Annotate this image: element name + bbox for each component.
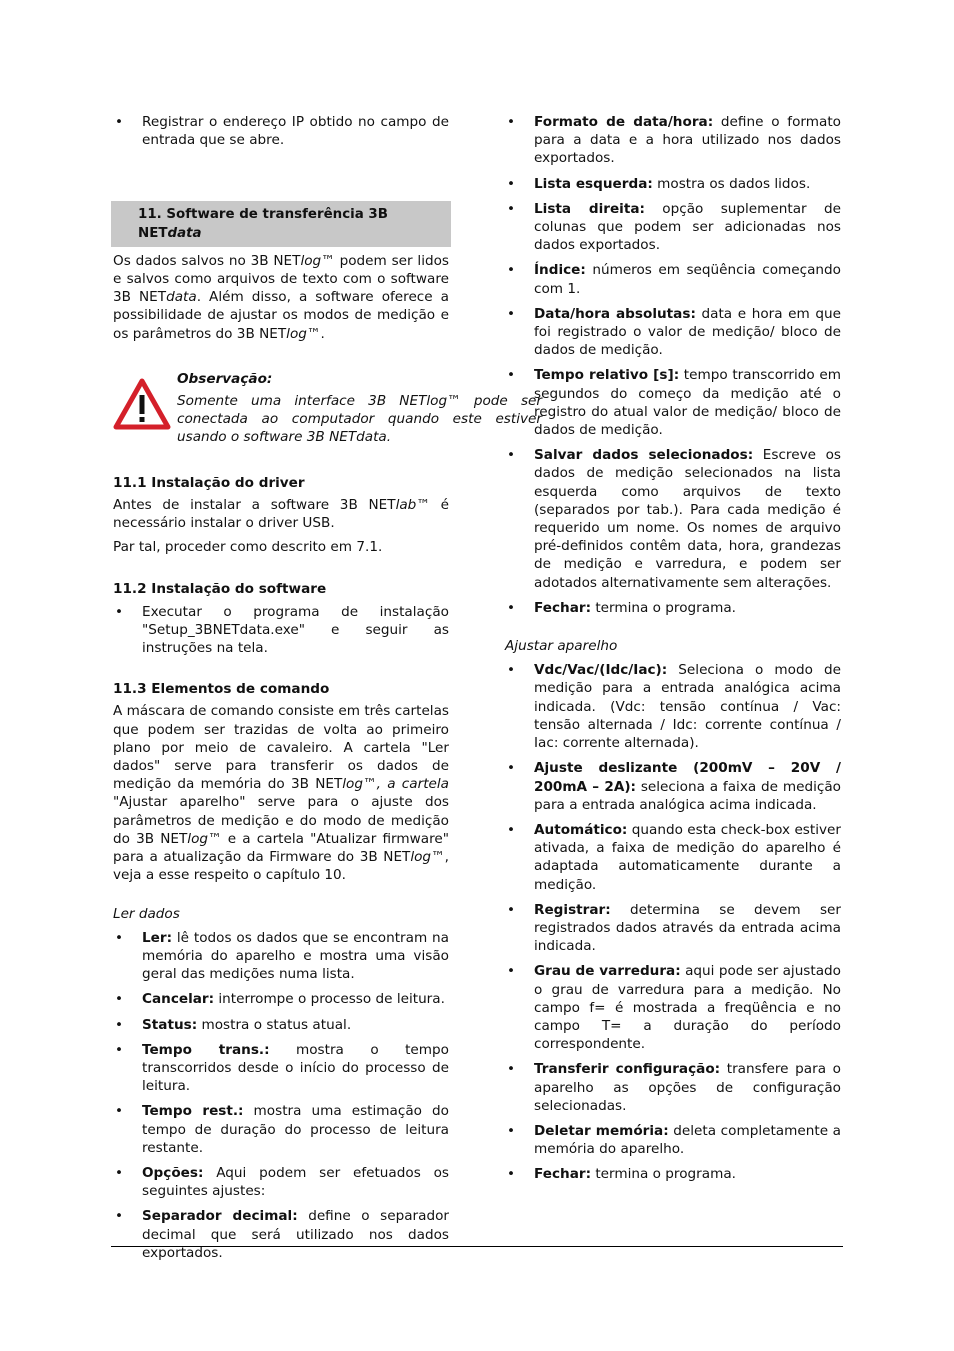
item-text: determina se devem ser registrados dados através da entrada acima indicada.: [534, 901, 841, 955]
list-item: [113, 1016, 449, 1034]
list-item: [505, 901, 841, 956]
section-heading: [111, 201, 451, 246]
item-label: Fechar:: [534, 1166, 592, 1183]
item-text: define o formato para a data e a hora utilizado nos dados exportados.: [534, 114, 841, 167]
list-item: [505, 1122, 841, 1158]
item-label: Tempo trans.:: [142, 1041, 270, 1058]
list-item: [113, 1041, 449, 1096]
item-label: Fechar:: [534, 599, 592, 616]
item-text: termina o programa.: [591, 1166, 736, 1183]
item-label: Lista esquerda:: [534, 175, 653, 192]
item-label: Vdc/Vac/(Idc/Iac):: [534, 662, 668, 679]
heading-11-2: 11.2 Instalação do software: [113, 581, 327, 598]
item-label: Salvar dados selecionados:: [534, 447, 754, 464]
item-text: mostra o tempo transcorridos desde o início do processo de leitura.: [142, 1041, 449, 1095]
item-label: Tempo rest.:: [142, 1103, 244, 1120]
right-column: [505, 113, 841, 1191]
item-label: Automático:: [534, 821, 628, 838]
list-item: [505, 261, 841, 297]
item-text: mostra uma estimação do tempo de duração do processo de leitura restante.: [142, 1103, 449, 1156]
list-item: [505, 599, 841, 617]
ler-dados-list: [113, 929, 449, 1262]
item-text: interrompe o processo de leitura.: [214, 991, 445, 1008]
paragraph: Par tal, proceder como descrito em 7.1.: [113, 539, 383, 556]
item-label: Status:: [142, 1016, 198, 1033]
item-label: Transferir configuração:: [534, 1061, 721, 1078]
item-label: Ajuste deslizante (200mV – 20V / 200mA – 2A):: [534, 760, 841, 795]
item-label: Separador decimal:: [142, 1208, 298, 1225]
item-label: Formato de data/hora:: [534, 114, 714, 130]
list-item: [113, 929, 449, 984]
intro-paragraph: Os dados salvos no 3B NETlog™ podem ser lidos e salvos como arquivos de texto com o software 3B NETdata. Além disso, a software oferece a possibilidade de ajustar os modos de medição e os parâmetros do 3B NETlog™.: [113, 252, 449, 342]
item-text: transfere para o aparelho as opções de configuração selecionadas.: [534, 1061, 841, 1114]
item-text: mostra os dados lidos.: [652, 175, 811, 192]
item-label: Lista direita:: [534, 200, 645, 217]
list-item: [505, 200, 841, 255]
list-item: [505, 175, 841, 193]
note-title: Observação:: [177, 370, 273, 387]
list-item: [505, 962, 841, 1053]
note-box: [113, 370, 542, 447]
list-item: [505, 113, 841, 168]
list-item: [505, 661, 841, 752]
footer-rule: [111, 1246, 843, 1247]
item-label: Índice:: [534, 262, 586, 279]
item-label: Tempo relativo [s]:: [534, 367, 680, 384]
paragraph: A máscara de comando consiste em três cartelas que podem ser trazidas de volta ao primeiro plano por meio de cavaleiro. A cartela "Ler dados" serve para transferir os dados de medição da memória do 3B NETlog™, a cartela "Ajustar aparelho" serve para o ajuste dos parâmetros de medição e do modo de medição do 3B NETlog™ e a cartela "Atualizar firmware" para a atualização da Firmware do 3B NETlog™, veja a esse respeito o capítulo 10.: [113, 703, 449, 884]
options-list: [505, 113, 841, 617]
list-item: • Registrar o endereço IP obtido no campo de entrada que se abre.: [113, 113, 449, 149]
item-label: Data/hora absolutas:: [534, 305, 696, 322]
subheading-ajustar-aparelho: Ajustar aparelho: [505, 638, 618, 655]
item-text: mostra o status atual.: [197, 1016, 352, 1033]
list-item: [113, 990, 449, 1008]
list-item: [505, 759, 841, 814]
list-item: [113, 1164, 449, 1200]
warning-triangle-icon: [113, 378, 171, 430]
subheading-ler-dados: Ler dados: [113, 905, 180, 922]
list-item: [505, 821, 841, 894]
item-label: Ler:: [142, 929, 173, 946]
item-text: números em seqüência começando com 1.: [534, 262, 841, 297]
list-item: [505, 1060, 841, 1115]
heading-11-1: 11.1 Instalação do driver: [113, 474, 305, 491]
item-label: Cancelar:: [142, 991, 215, 1008]
section-title-italic: data: [167, 225, 202, 241]
item-text: opção suplementar de colunas que podem ser adicionadas nos dados exportados.: [534, 200, 841, 254]
item-label: Registrar:: [534, 901, 611, 918]
list-item: [505, 446, 841, 592]
paragraph: Antes de instalar a software 3B NETlab™ é necessário instalar o driver USB.: [113, 496, 450, 532]
item-text: Seleciona o modo de medição para a entrada analógica acima indicada. (Vdc: tensão contínua / Vac: tensão alternada / Idc: corrente contínua / Iac: corrente alternada).: [534, 662, 841, 752]
item-text: aqui pode ser ajustado o grau de varredura para a medição. No campo f= é mostrada a freqüência e no campo T= a duração do período correspondente.: [534, 963, 841, 1053]
item-text: deleta completamente a memória do aparelho.: [534, 1122, 841, 1158]
item-text: termina o programa.: [591, 599, 736, 616]
item-text: data e hora em que foi registrado o valor de medição/ bloco de dados de medição.: [534, 305, 842, 359]
list-item: [505, 1165, 841, 1183]
item-text: define o separador decimal que será utilizado nos dados exportados.: [142, 1208, 450, 1261]
item-text: Escreve os dados de medição selecionados na lista esquerda como arquivos de texto (separados por tab.). Para cada medição é requerido um nome. Os nomes de arquivo pré-definidos contêm data, hora, grandezas de medição e varredura, e podem ser adotados alternativamente sem alterações.: [534, 447, 841, 591]
note-text: Somente uma interface 3B NETlog™ pode ser conectada ao computador quando este estiver usando o software 3B NETdata.: [177, 393, 542, 446]
item-text: lê todos os dados que se encontram na memória do aparelho e mostra uma visão geral das medições numa lista.: [142, 929, 449, 983]
section-title: 11. Software de transferência 3B NET: [138, 207, 388, 241]
list-item: • Executar o programa de instalação "Setup_3BNETdata.exe" e seguir as instruções na tela.: [113, 603, 449, 658]
list-item: [505, 366, 841, 439]
item-text: seleciona a faixa de medição para a entrada analógica acima indicada.: [534, 778, 841, 813]
item-text: tempo transcorrido em segundos do começo da medição até o registro do atual valor de medição/ bloco de dados de medição.: [534, 367, 842, 439]
item-label: Deletar memória:: [534, 1122, 669, 1139]
left-column: [113, 113, 542, 1269]
ajustar-aparelho-list: [505, 661, 841, 1183]
heading-11-3: 11.3 Elementos de comando: [113, 681, 330, 698]
item-text: quando esta check-box estiver ativada, a faixa de medição do aparelho é adaptada automaticamente durante a medição.: [534, 821, 841, 893]
list-item: [113, 1207, 449, 1262]
list-item: [505, 305, 841, 360]
item-text: Aqui podem ser efetuados os seguintes ajustes:: [142, 1164, 449, 1200]
item-label: Opções:: [142, 1164, 204, 1181]
item-label: Grau de varredura:: [534, 963, 681, 980]
list-item: [113, 1102, 449, 1157]
